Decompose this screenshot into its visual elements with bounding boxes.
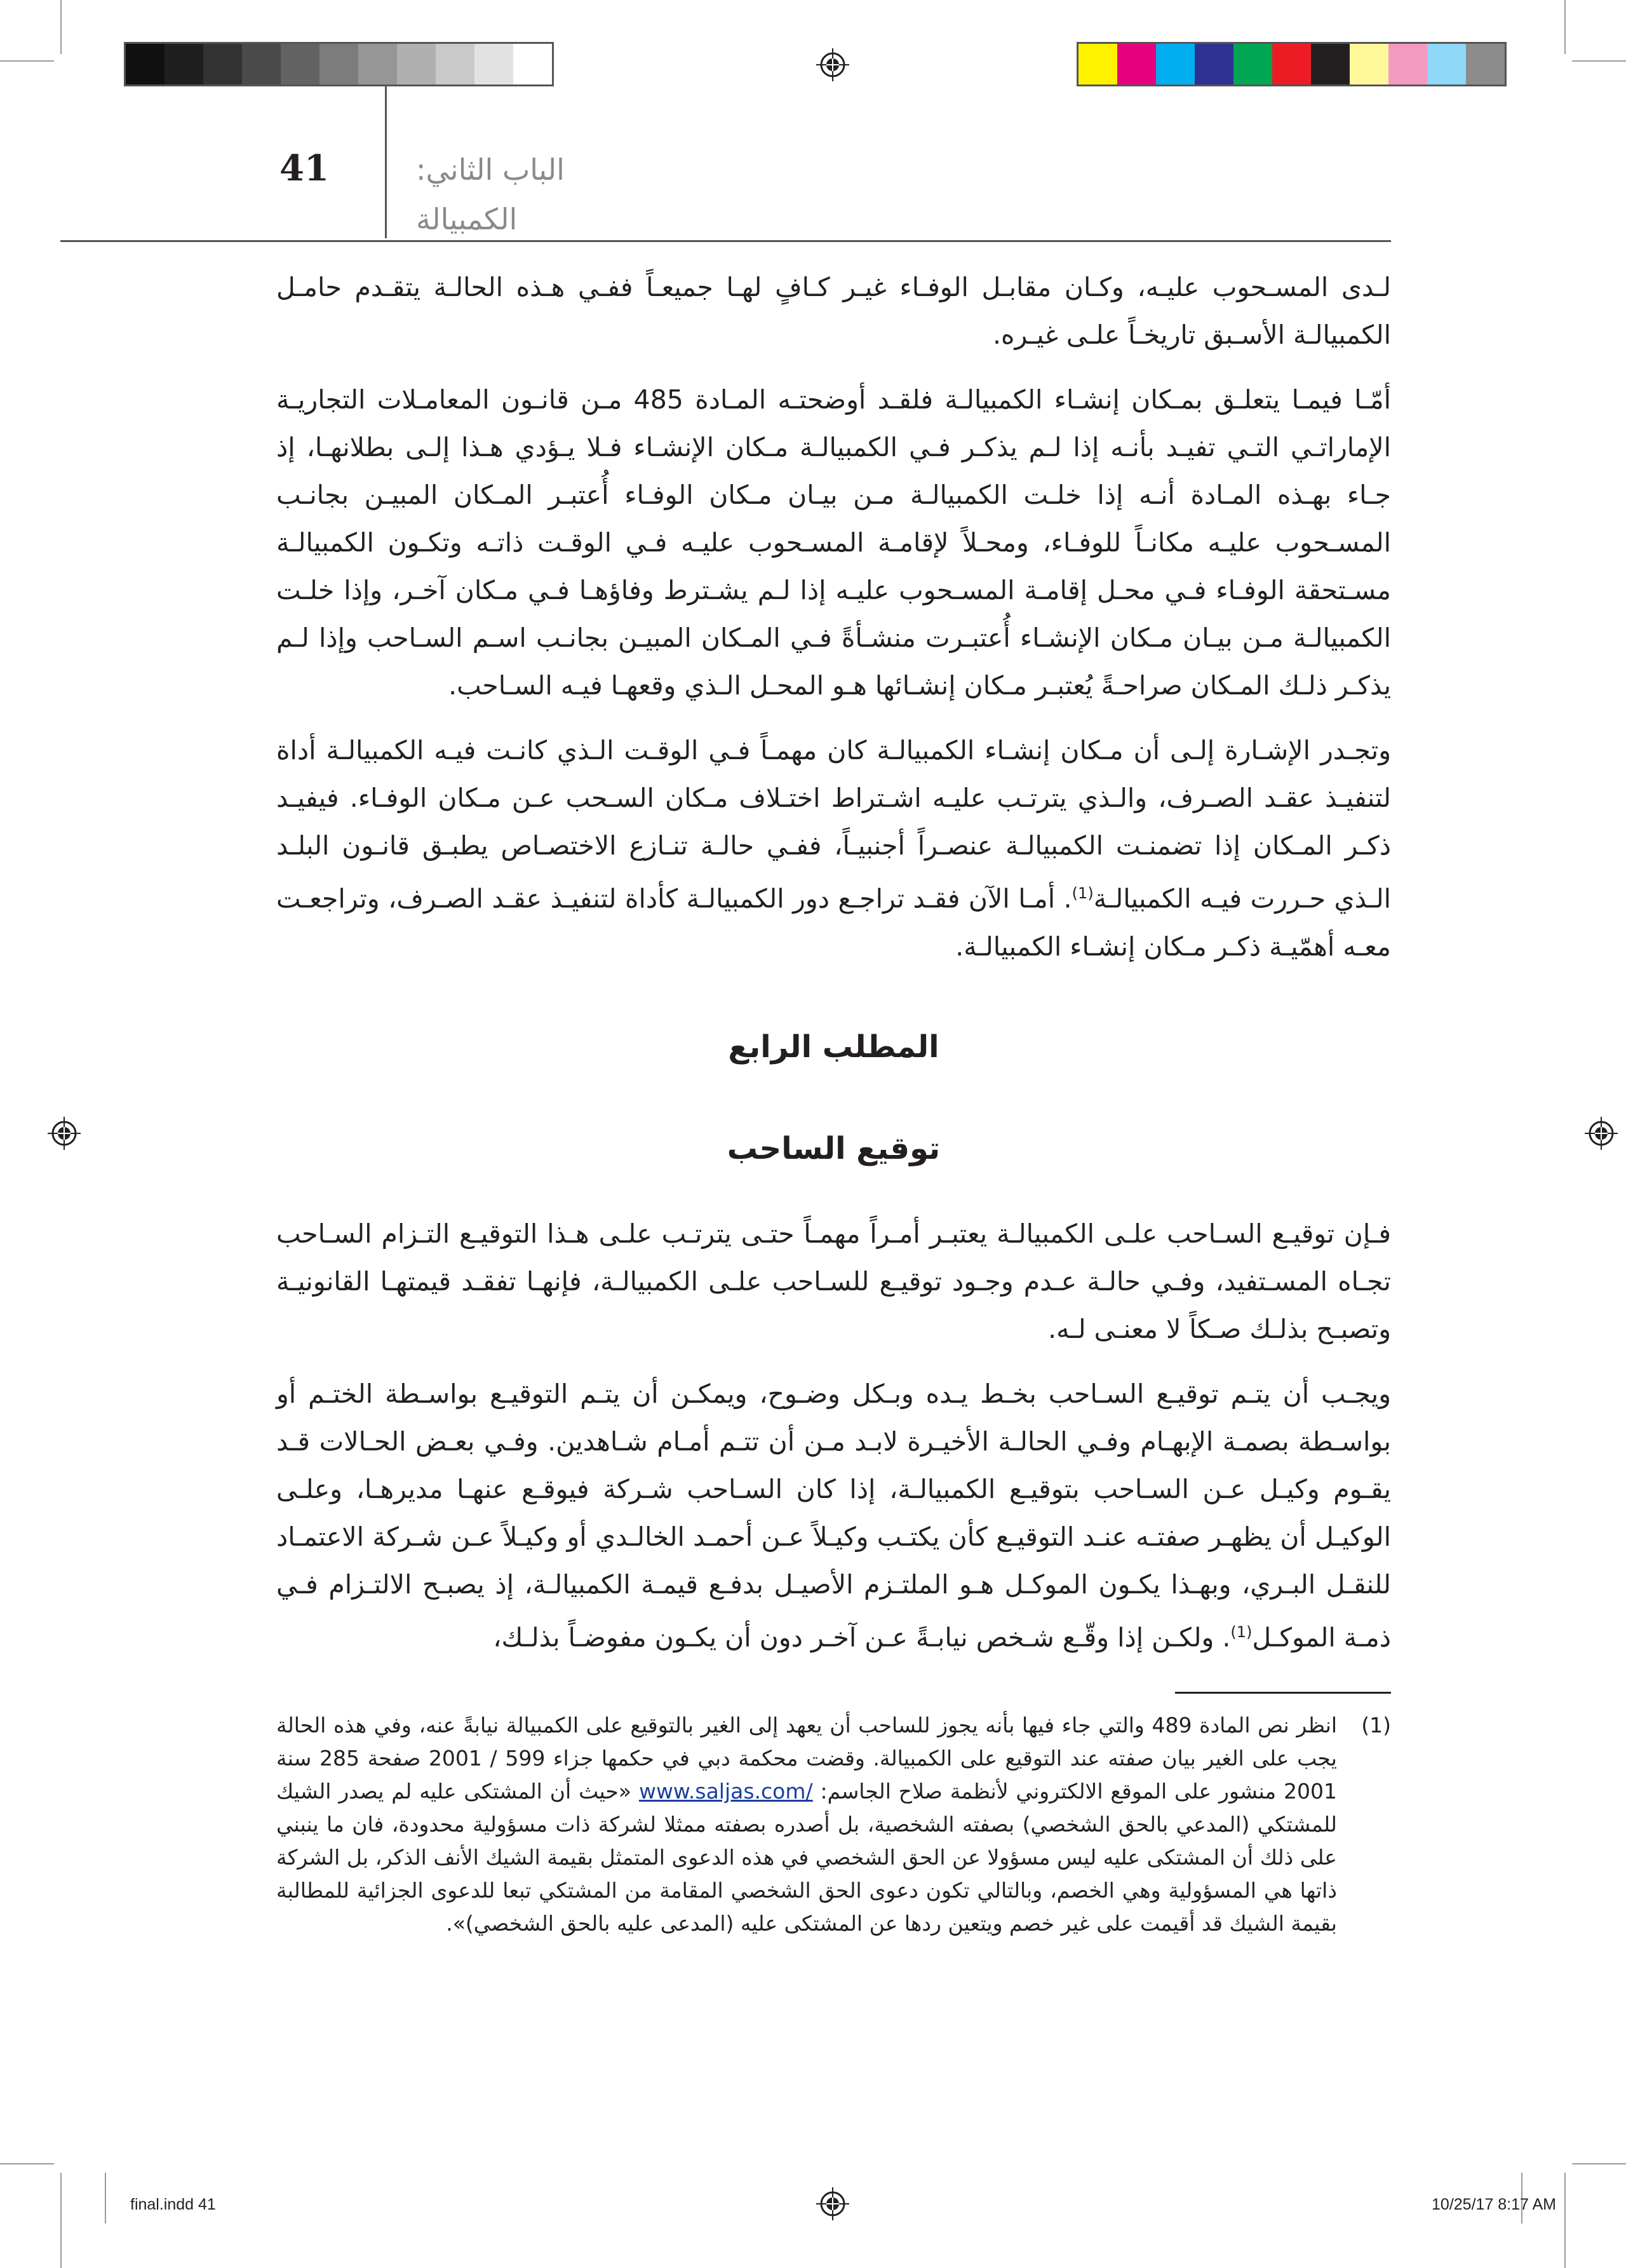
color-swatch xyxy=(358,44,397,84)
footnote xyxy=(276,1709,1391,1940)
page-number: 41 xyxy=(279,147,329,189)
process-color-bar xyxy=(1077,42,1507,86)
body-text-upper xyxy=(276,264,1391,988)
color-swatch xyxy=(436,44,474,84)
footnote-rule xyxy=(1175,1692,1391,1694)
paragraph: فـإن توقيـع السـاحب علـى الكمبيالـة يعتبـر أمـراً مهمـاً حتـى يترتـب علـى هـذا التوقيـع التـزام السـاحب تجـاه المسـتفيد، وفـي حالـة عـدم وجـود توقيـع للسـاحب علـى الكمبيالـة، فإنهـا تفقـد قيمتهـا القانونيـة وتصبـح بذلـك صـكاً لا معنـى لـه. xyxy=(276,1218,1391,1344)
footnote-text: «حيث أن المشتكى عليه لم يصدر الشيك للمشتكي (المدعي بالحق الشخصي) بصفته الشخصية، بل أصدره بصفته ممثلا لشركة ذات مسؤولية محدودة، فان ما ينبني على ذلك أن المشتكى عليه ليس مسؤولا عن الحق الشخصي في هذه الدعوى المتمثل بقيمة الشيك الأنف الذكر، بل الشركة ذاتها هي المسؤولية وهي الخصم، وبالتالي تكون دعوى الحق الشخصي المقامة من المشتكي تبعا للدعوى الجزائية للمطالبة بقيمة الشيك قد أقيمت على غير خصم ويتعين ردها عن المشتكى عليه (المدعى عليه بالحق الشخصي)». xyxy=(276,1779,1337,1936)
section-title: توقيع الساحب xyxy=(727,1131,941,1166)
crop-mark xyxy=(1564,2173,1566,2268)
crop-mark xyxy=(1564,0,1566,54)
crop-mark xyxy=(60,0,62,54)
registration-mark-icon xyxy=(816,48,849,81)
color-swatch xyxy=(126,44,165,84)
header-vertical-divider xyxy=(385,86,387,238)
color-swatch xyxy=(1233,44,1272,84)
paragraph xyxy=(276,1370,1391,1662)
paragraph-text: وتجـدر الإشـارة إلـى أن مـكان إنشـاء الكمبيالـة كان مهمـاً فـي الوقـت الـذي كانـت فيـه الكمبيالـة أداة لتنفيـذ عقـد الصـرف، والـذي يترتـب عليـه اشـتراط اختـلاف مـكان السـحب عـن مـكان الوفـاء. فيفيـد ذكـر المـكان إذا تضمنـت الكمبيالـة عنصـراً أجنبيـاً، ففـي حالـة تنـازع الاختصـاص يطبـق قانـون البلـد الـذي حـررت فيـه الكمبيالـة xyxy=(276,735,1391,914)
crop-mark xyxy=(105,2173,106,2224)
grayscale-color-bar xyxy=(124,42,554,86)
body-text-lower xyxy=(276,1210,1391,1679)
color-swatch xyxy=(474,44,513,84)
color-swatch xyxy=(1388,44,1427,84)
color-swatch xyxy=(281,44,319,84)
color-swatch xyxy=(1311,44,1350,84)
registration-mark-icon xyxy=(48,1117,81,1150)
section-heading: المطلب الرابع xyxy=(728,1029,939,1065)
footnote-number: (1) xyxy=(1361,1713,1391,1738)
color-swatch xyxy=(1272,44,1311,84)
crop-mark xyxy=(0,2163,54,2164)
color-swatch xyxy=(203,44,242,84)
crop-mark xyxy=(60,2173,62,2268)
color-swatch xyxy=(165,44,203,84)
color-swatch xyxy=(242,44,281,84)
footnote-link[interactable]: www.saljas.com/ xyxy=(638,1779,813,1804)
color-swatch xyxy=(1078,44,1117,84)
chapter-label: الباب الثاني: xyxy=(416,152,565,187)
paragraph-text: . ولكـن إذا وقّـع شـخص نيابـةً عـن آخـر دون أن يكـون مفوضـاً بذلـك، xyxy=(493,1622,1231,1653)
registration-mark-icon xyxy=(1585,1117,1618,1150)
crop-mark xyxy=(1572,60,1626,62)
footnote-reference: (1) xyxy=(1230,1623,1253,1641)
footnote-reference: (1) xyxy=(1072,884,1094,902)
paragraph xyxy=(276,727,1391,971)
header-horizontal-rule xyxy=(60,240,1391,242)
slug-file-info: final.indd 41 xyxy=(130,2196,216,2213)
color-swatch xyxy=(1195,44,1233,84)
footnote-body xyxy=(276,1709,1337,1940)
paragraph-text: ويجـب أن يتـم توقيـع السـاحب بخـط يـده وبـكل وضـوح، ويمكـن أن يتـم التوقيـع بواسـطة الختـم أو بواسـطة بصمـة الإبهـام وفـي الحالـة الأخيـرة لابـد مـن أن تتـم أمـام شـاهدين. وفـي بعـض الحـالات قـد يقـوم وكيـل عـن السـاحب بتوقيـع الكمبيالـة، إذا كان السـاحب شـركة فيوقـع عنهـا مديرهـا، وعلـى الوكيـل أن يظهـر صفتـه عنـد التوقيـع كأن يكتـب وكيـلاً عـن أحمـد الخالـدي أو وكيـلاً عـن شـركة الاعتمـاد للنقـل البـري، وبهـذا يكـون الموكـل هـو الملتـزم الأصيـل بدفـع قيمـة الكمبيالـة، إذ يصبـح الالتـزام فـي ذمـة الموكـل xyxy=(276,1379,1391,1653)
registration-mark-icon xyxy=(816,2187,849,2220)
paragraph-text: . أمـا الآن فقـد تراجـع دور الكمبيالـة كأداة لتنفيـذ عقـد الصـرف، وتراجعـت معـه أهمّيـة ذكـر مـكان إنشـاء الكمبيالـة. xyxy=(276,883,1391,962)
color-swatch xyxy=(1427,44,1466,84)
slug-timestamp: 10/25/17 8:17 AM xyxy=(1432,2196,1556,2213)
chapter-title: الكمبيالة xyxy=(416,202,518,236)
paragraph: لـدى المسـحوب عليـه، وكـان مقابـل الوفـاء غيـر كـافٍ لهـا جميعـاً ففـي هـذه الحالـة يتقـدم حامـل الكمبيالـة الأسـبق تاريخـاً علـى غيـره. xyxy=(276,272,1391,350)
color-swatch xyxy=(319,44,358,84)
color-swatch xyxy=(1350,44,1388,84)
color-swatch xyxy=(397,44,436,84)
color-swatch xyxy=(1156,44,1195,84)
color-swatch xyxy=(513,44,552,84)
color-swatch xyxy=(1117,44,1156,84)
crop-mark xyxy=(1572,2163,1626,2164)
footnote-text: انظر نص المادة 489 والتي جاء فيها بأنه يجوز للساحب أن يعهد إلى الغير بالتوقيع على الكمبيالة نيابةً عنه، وفي هذه الحالة يجب على الغير بيان صفته عند التوقيع على الكمبيالة. وقضت محكمة دبي في حكمها جزاء 599 / 2001 صفحة 285 سنة 2001 منشور على الموقع الالكتروني لأنظمة صلاح الجاسم: xyxy=(276,1713,1338,1804)
color-swatch xyxy=(1466,44,1505,84)
paragraph: أمّـا فيمـا يتعلـق بمـكان إنشـاء الكمبيالـة فلقـد أوضحتـه المـادة 485 مـن قانـون المعامـلات التجاريـة الإماراتـي التـي تفيـد بأنـه إذا لـم يذكـر فـي الكمبيالـة مـكان الإنشـاء فـلا يـؤدي هـذا إلـى بطلانهـا، إذ جـاء بهـذه المـادة أنـه إذا خلـت الكمبيالـة مـن بيـان مـكان الوفـاء أُعتبـر المـكان المبيـن بجانـب المسـحوب عليـه مكانـاً للوفـاء، ومحـلاً لإقامـة المسـحوب عليـه فـي الوقـت ذاتـه وتكـون الكمبيالـة مسـتحقة الوفـاء فـي محـل إقامـة المسـحوب عليـه إذا لـم يشـترط وفاؤهـا فـي مـكان آخـر، وإذا خلـت الكمبيالـة مـن بيـان مـكان الإنشـاء أُعتبـرت منشـأةً فـي المـكان المبيـن بجانـب اسـم السـاحب وإذا لـم يذكـر ذلـك المـكان صراحـةً يُعتبـر مـكان إنشـائها هـو المحـل الـذي وقعهـا فيـه السـاحب. xyxy=(276,384,1391,701)
crop-mark xyxy=(0,60,54,62)
